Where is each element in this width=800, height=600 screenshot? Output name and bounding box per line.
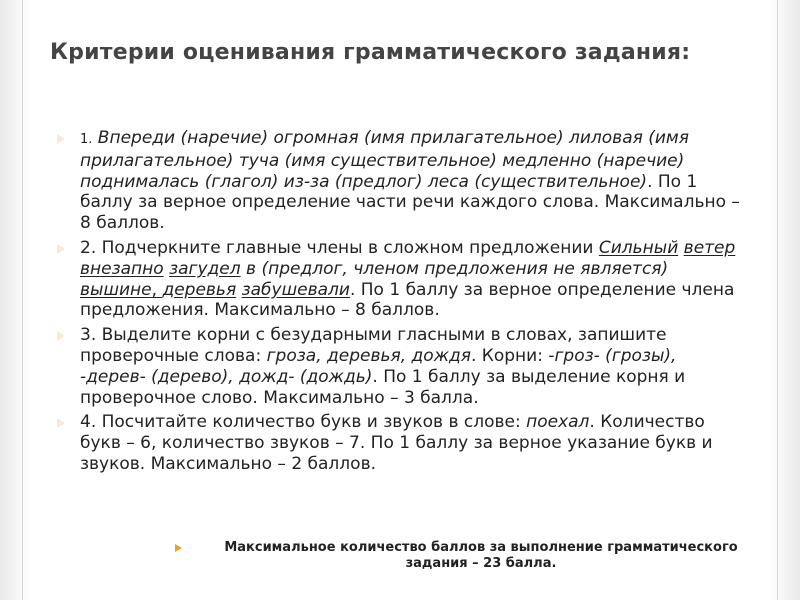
word-vyshine: вышине: [80, 279, 152, 300]
criteria-list: [55, 128, 745, 475]
criteria-item-3: [55, 325, 745, 408]
slide-left-edge: [0, 0, 30, 600]
word-derevya: деревья: [162, 279, 237, 300]
item-1-sentence: Впереди (наречие) огромная (имя прилагательное) лиловая (имя прилагательное) туча (имя существительное) медленно (наречие) поднималась (глагол) из-за (предлог) леса (существительное): [80, 128, 689, 192]
footer-text: Максимальное количество баллов за выполнение грамматического задания – 23 балла.: [224, 540, 738, 571]
item-2-suffix: . По 1 баллу за верное определение члена предложения. Максимально – 8 баллов.: [80, 279, 735, 321]
slide-right-edge: [770, 0, 800, 600]
criteria-item-2: [55, 238, 745, 321]
item-2-comma: ,: [151, 279, 163, 300]
item-3-words: гроза, деревья, дождя: [266, 345, 471, 366]
word-zabushevali: забушевали: [241, 279, 350, 300]
criteria-item-4: [55, 412, 745, 474]
footer-note: [175, 540, 765, 571]
bullet-arrow-icon: [57, 418, 65, 428]
item-1-scoring: . По 1 баллу за верное определение части речи каждого слова. Максимально – 8 баллов.: [80, 171, 740, 234]
item-number: 1.: [80, 132, 93, 147]
item-4-suffix: . Количество букв – 6, количество звуков – 7. По 1 баллу за верное указание букв и звуков. Максимально – 2 баллов.: [80, 412, 713, 474]
item-2-middle: в (предлог, членом предложения не является): [240, 258, 669, 279]
word-veter: ветер: [683, 237, 736, 258]
item-3-prefix: 3. Выделите корни с безударными гласными в словах, запишите проверочные слова:: [80, 325, 667, 366]
item-3-middle: . Корни: -: [470, 345, 555, 366]
slide-title: Критерии оценивания грамматического задания:: [50, 40, 691, 65]
item-3-suffix: . По 1 баллу за выделение корня и проверочное слово. Максимально – 3 балла.: [80, 366, 686, 408]
bullet-arrow-icon: [57, 331, 65, 341]
item-4-word: поехал: [526, 412, 590, 433]
item-3-roots: гроз- (грозы), -дерев- (дерево), дожд- (дождь): [80, 345, 677, 387]
footer-bullet-icon: [175, 544, 182, 552]
word-zagudel: загудел: [169, 258, 241, 279]
word-silny: Сильный: [598, 237, 679, 258]
bullet-arrow-icon: [57, 134, 65, 144]
bullet-arrow-icon: [57, 244, 65, 254]
criteria-item-1: [55, 128, 745, 234]
word-vnezapno: внезапно: [80, 258, 164, 279]
item-4-prefix: 4. Посчитайте количество букв и звуков в слове:: [80, 412, 527, 433]
item-2-prefix: 2. Подчеркните главные члены в сложном предложении: [80, 237, 599, 258]
